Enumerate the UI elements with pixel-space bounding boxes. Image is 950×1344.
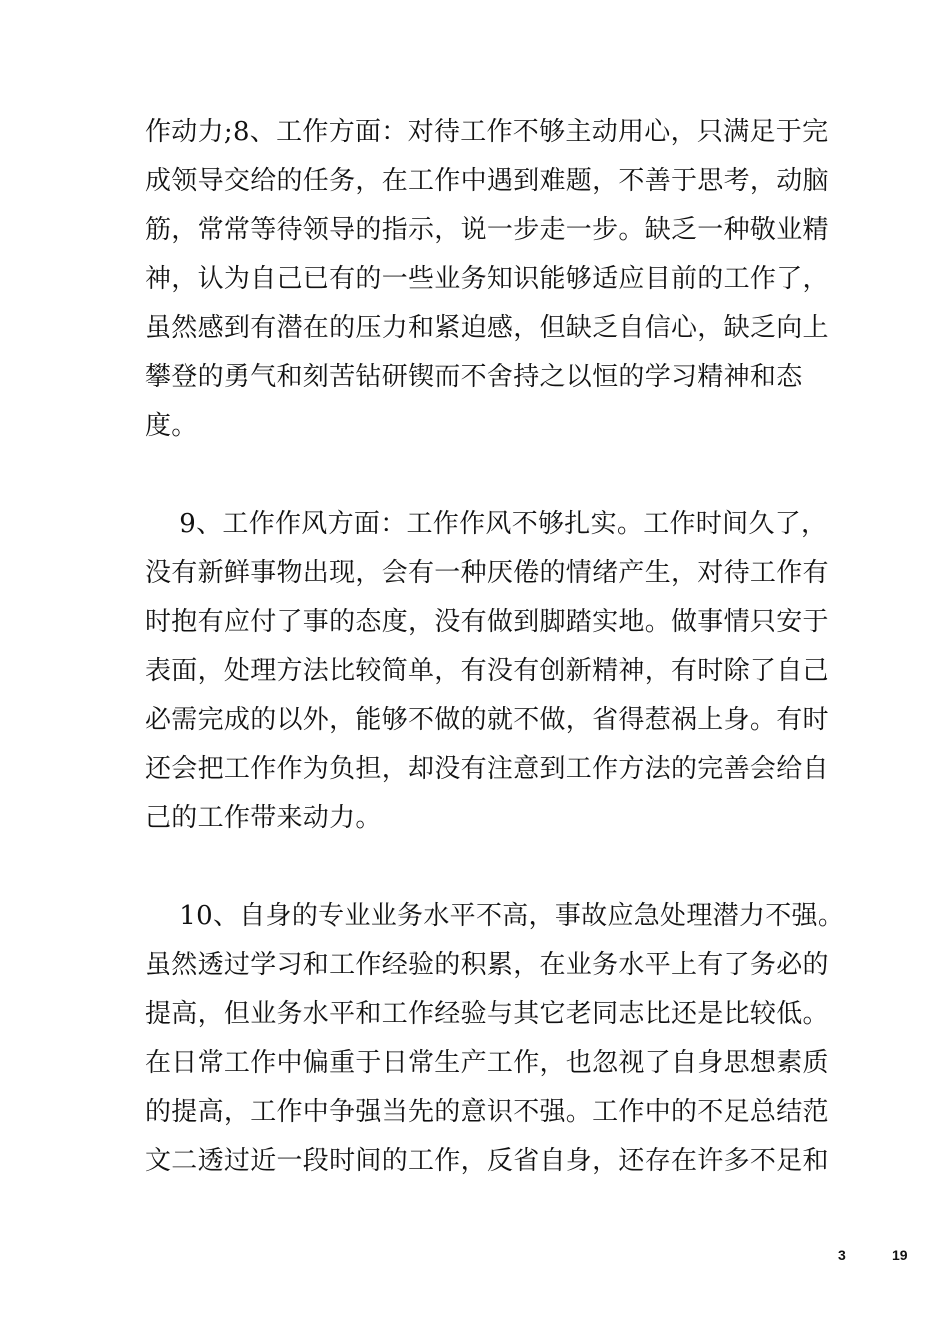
text-line: 筋，常常等待领导的指示，说一步走一步。缺乏一种敬业精 <box>145 215 829 245</box>
text-line: 提高，但业务水平和工作经验与其它老同志比还是比较低。 <box>145 999 829 1029</box>
text-line: 没有新鲜事物出现，会有一种厌倦的情绪产生，对待工作有 <box>145 558 829 588</box>
text-line: 9、工作作风方面：工作作风不够扎实。工作时间久了， <box>145 509 828 539</box>
text-line: 必需完成的以外，能够不做的就不做，省得惹祸上身。有时 <box>145 705 829 735</box>
text-line: 在日常工作中偏重于日常生产工作，也忽视了自身思想素质 <box>145 1048 829 1078</box>
text-line: 10、自身的专业业务水平不高，事故应急处理潜力不强。 <box>145 901 845 931</box>
paragraph-3 <box>145 892 845 1186</box>
paragraph-spacer <box>145 843 825 892</box>
text-line: 虽然感到有潜在的压力和紧迫感，但缺乏自信心，缺乏向上 <box>145 313 829 343</box>
text-line: 作动力;8、工作方面：对待工作不够主动用心，只满足于完 <box>145 117 829 147</box>
text-line: 表面，处理方法比较简单，有没有创新精神，有时除了自己 <box>145 656 829 686</box>
text-line: 的提高，工作中争强当先的意识不强。工作中的不足总结范 <box>145 1097 829 1127</box>
body-text <box>145 108 845 1186</box>
paragraph-1 <box>145 108 829 451</box>
text-line: 攀登的勇气和刻苦钻研锲而不舍持之以恒的学习精神和态 <box>145 362 803 392</box>
paragraph-spacer <box>145 451 825 500</box>
text-line: 时抱有应付了事的态度，没有做到脚踏实地。做事情只安于 <box>145 607 829 637</box>
paragraph-2 <box>145 500 829 843</box>
text-line: 度。 <box>145 411 198 441</box>
text-line: 成领导交给的任务，在工作中遇到难题，不善于思考，动脑 <box>145 166 829 196</box>
text-line: 己的工作带来动力。 <box>145 803 382 833</box>
text-line: 神，认为自己已有的一些业务知识能够适应目前的工作了， <box>145 264 829 294</box>
page-number-current: 3 <box>838 1247 846 1263</box>
text-line: 还会把工作作为负担，却没有注意到工作方法的完善会给自 <box>145 754 829 784</box>
text-line: 文二透过近一段时间的工作，反省自身，还存在许多不足和 <box>145 1146 829 1176</box>
page-number-total: 19 <box>892 1247 908 1263</box>
text-line: 虽然透过学习和工作经验的积累，在业务水平上有了务必的 <box>145 950 829 980</box>
